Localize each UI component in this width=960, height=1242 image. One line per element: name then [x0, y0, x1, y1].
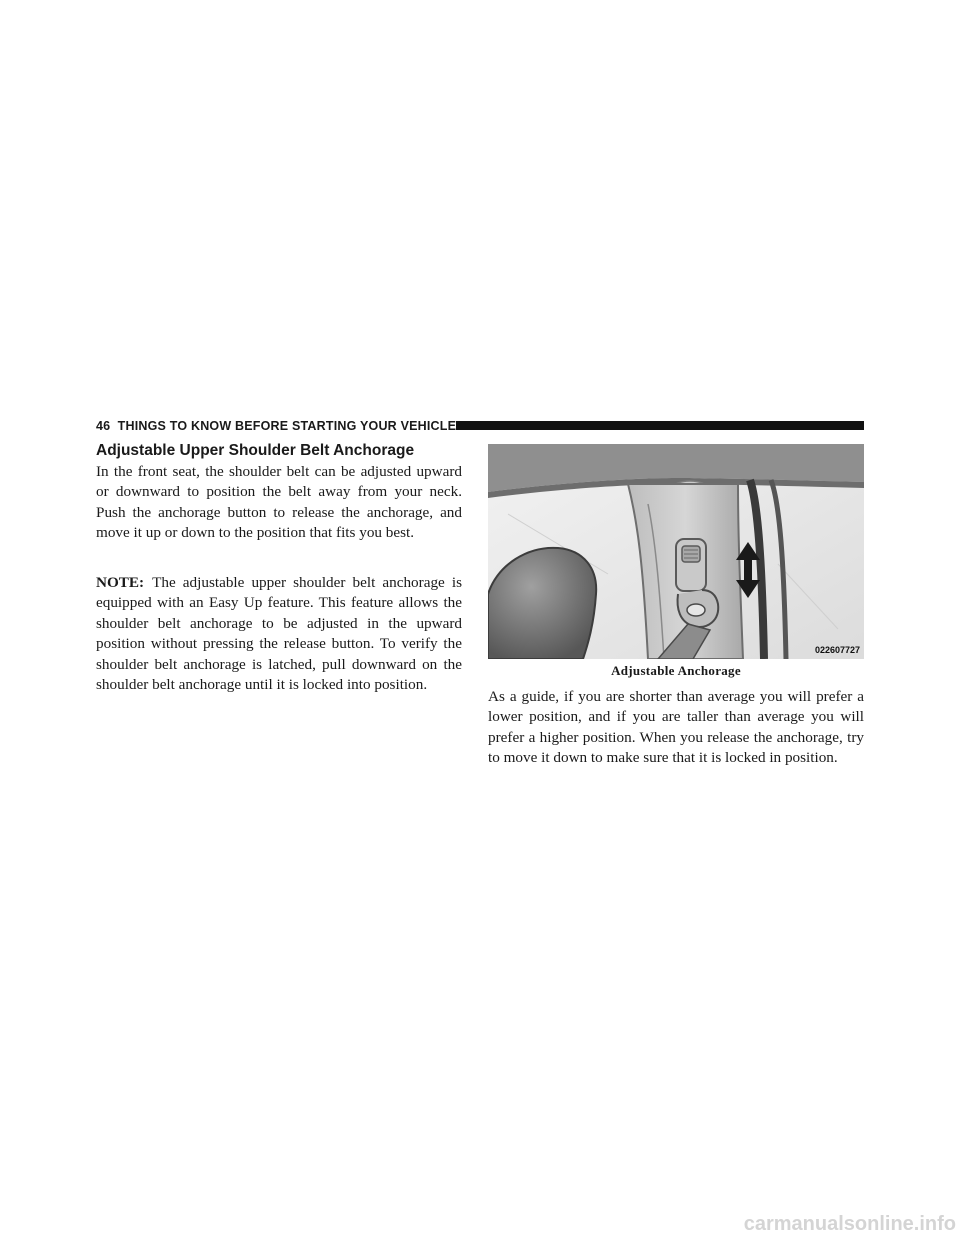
note-label: NOTE:: [96, 574, 145, 591]
note-paragraph: [96, 573, 462, 695]
section-heading: Adjustable Upper Shoulder Belt Anchorage: [96, 442, 415, 459]
note-text: The adjustable upper shoulder belt anchorage is equipped with an Easy Up feature. This feature allows the shoulder belt anchorage to be adjusted in the upward position without pressing the release button. To verify the shoulder belt anchorage is latched, pull downward on the shoulder belt anchorage until it is locked into position.: [96, 574, 462, 694]
header-label: [96, 418, 464, 434]
paragraph-position-guide: As a guide, if you are shorter than average you will prefer a lower position, and if you are taller than average you will prefer a higher position. When you release the anchorage, try to move it down to make sure that it is locked in position.: [488, 688, 864, 767]
image-code: 022607727: [814, 645, 860, 655]
running-title: THINGS TO KNOW BEFORE STARTING YOUR VEHICLE: [117, 419, 457, 433]
watermark-text: carmanualsonline.info: [743, 1213, 956, 1235]
header-rule: [456, 421, 864, 430]
page-header: [96, 418, 864, 434]
anchorage-illustration: [488, 444, 864, 659]
paragraph-adjusting-belt: In the front seat, the shoulder belt can be adjusted upward or downward to position the belt away from your neck. Push the anchorage button to release the anchorage, and move it up or down to the position that fits you best.: [96, 463, 462, 542]
page-number: 46: [96, 419, 111, 433]
figure-caption: Adjustable Anchorage: [611, 663, 741, 678]
